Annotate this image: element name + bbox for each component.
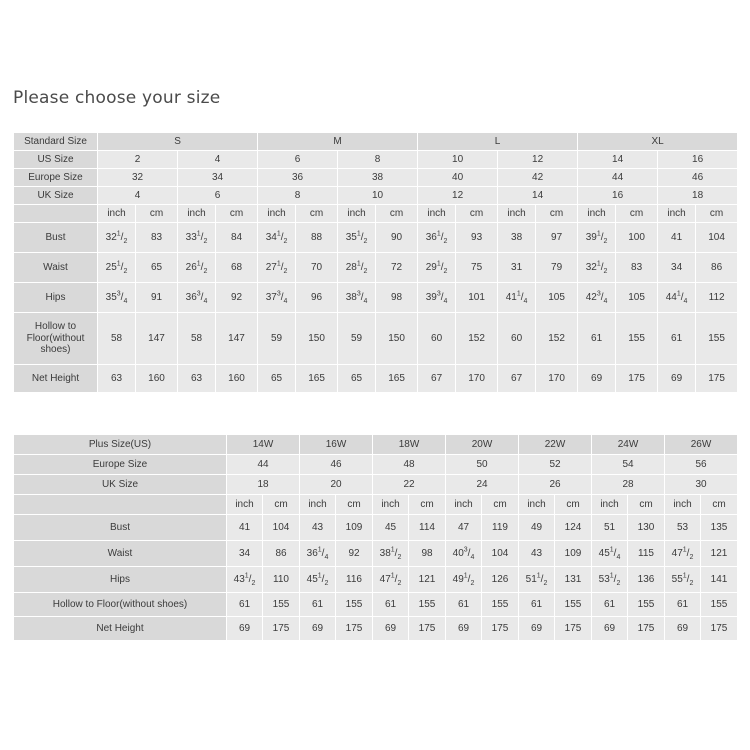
cell: 60 bbox=[498, 313, 536, 365]
cell: $49^1/_2$ bbox=[446, 567, 482, 593]
cell: 61 bbox=[578, 313, 616, 365]
group-header-20w: 20W bbox=[446, 435, 519, 455]
cell: 59 bbox=[338, 313, 376, 365]
cell: $36^1/_2$ bbox=[418, 223, 456, 253]
unit-cell: inch bbox=[227, 495, 263, 515]
cell: 56 bbox=[665, 455, 738, 475]
cell: 52 bbox=[519, 455, 592, 475]
cell: 8 bbox=[338, 151, 418, 169]
page-title: Please choose your size bbox=[13, 88, 221, 108]
unit-cell: cm bbox=[409, 495, 446, 515]
cell: 104 bbox=[696, 223, 738, 253]
cell: 170 bbox=[456, 365, 498, 393]
row-label-uk-size: UK Size bbox=[14, 187, 98, 205]
cell: 130 bbox=[628, 515, 665, 541]
cell: 46 bbox=[658, 169, 738, 187]
cell: 104 bbox=[263, 515, 300, 541]
cell: 175 bbox=[409, 617, 446, 641]
cell: $39^3/_4$ bbox=[418, 283, 456, 313]
cell: 155 bbox=[701, 593, 738, 617]
cell: $35^1/_2$ bbox=[338, 223, 376, 253]
cell: 175 bbox=[696, 365, 738, 393]
cell: 152 bbox=[536, 313, 578, 365]
table-row bbox=[14, 313, 738, 365]
row-label-europe-size: Europe Size bbox=[14, 455, 227, 475]
unit-cell: cm bbox=[616, 205, 658, 223]
row-label-bust: Bust bbox=[14, 223, 98, 253]
table-row bbox=[14, 515, 738, 541]
cell: 126 bbox=[482, 567, 519, 593]
cell: $45^1/_2$ bbox=[300, 567, 336, 593]
row-label-unit bbox=[14, 205, 98, 223]
group-header-22w: 22W bbox=[519, 435, 592, 455]
unit-cell: cm bbox=[628, 495, 665, 515]
cell: 152 bbox=[456, 313, 498, 365]
cell: 4 bbox=[98, 187, 178, 205]
table-row bbox=[14, 283, 738, 313]
cell: 96 bbox=[296, 283, 338, 313]
cell: 67 bbox=[498, 365, 536, 393]
row-label-us-size: US Size bbox=[14, 151, 98, 169]
cell: 61 bbox=[519, 593, 555, 617]
cell: 49 bbox=[519, 515, 555, 541]
cell: 90 bbox=[376, 223, 418, 253]
cell: 61 bbox=[300, 593, 336, 617]
cell: 69 bbox=[446, 617, 482, 641]
cell: 32 bbox=[98, 169, 178, 187]
unit-cell: inch bbox=[338, 205, 376, 223]
cell: 155 bbox=[555, 593, 592, 617]
cell: 72 bbox=[376, 253, 418, 283]
cell: 98 bbox=[376, 283, 418, 313]
cell: 14 bbox=[578, 151, 658, 169]
cell: 98 bbox=[409, 541, 446, 567]
group-header-18w: 18W bbox=[373, 435, 446, 455]
cell: $45^1/_4$ bbox=[592, 541, 628, 567]
cell: 61 bbox=[373, 593, 409, 617]
cell: 6 bbox=[178, 187, 258, 205]
cell: $43^1/_2$ bbox=[227, 567, 263, 593]
cell: 40 bbox=[418, 169, 498, 187]
cell: $32^1/_2$ bbox=[578, 253, 616, 283]
row-label-standard-size: Standard Size bbox=[14, 133, 98, 151]
row-label-plus-size: Plus Size(US) bbox=[14, 435, 227, 455]
cell: 75 bbox=[456, 253, 498, 283]
cell: 69 bbox=[578, 365, 616, 393]
cell: 36 bbox=[258, 169, 338, 187]
unit-cell: inch bbox=[98, 205, 136, 223]
cell: 160 bbox=[216, 365, 258, 393]
cell: $27^1/_2$ bbox=[258, 253, 296, 283]
cell: 70 bbox=[296, 253, 338, 283]
row-label-net-height: Net Height bbox=[14, 365, 98, 393]
cell: 4 bbox=[178, 151, 258, 169]
cell: 38 bbox=[498, 223, 536, 253]
table-row bbox=[14, 475, 738, 495]
cell: 12 bbox=[498, 151, 578, 169]
cell: 105 bbox=[616, 283, 658, 313]
table-row bbox=[14, 187, 738, 205]
cell: 91 bbox=[136, 283, 178, 313]
cell: 121 bbox=[409, 567, 446, 593]
table-row bbox=[14, 435, 738, 455]
cell: 48 bbox=[373, 455, 446, 475]
cell: $25^1/_2$ bbox=[98, 253, 136, 283]
cell: 59 bbox=[258, 313, 296, 365]
cell: $38^1/_2$ bbox=[373, 541, 409, 567]
table-row-units bbox=[14, 205, 738, 223]
row-label-hips: Hips bbox=[14, 283, 98, 313]
cell: 18 bbox=[227, 475, 300, 495]
unit-cell: inch bbox=[446, 495, 482, 515]
cell: 141 bbox=[701, 567, 738, 593]
table-row bbox=[14, 151, 738, 169]
cell: 41 bbox=[227, 515, 263, 541]
unit-cell: cm bbox=[456, 205, 498, 223]
cell: 92 bbox=[336, 541, 373, 567]
cell: 124 bbox=[555, 515, 592, 541]
row-label-hollow-to-floor: Hollow to Floor(without shoes) bbox=[14, 593, 227, 617]
cell: 43 bbox=[300, 515, 336, 541]
cell: $36^1/_4$ bbox=[300, 541, 336, 567]
cell: 175 bbox=[701, 617, 738, 641]
table-row bbox=[14, 455, 738, 475]
unit-cell: inch bbox=[519, 495, 555, 515]
cell: 8 bbox=[258, 187, 338, 205]
table-row bbox=[14, 541, 738, 567]
row-label-bust: Bust bbox=[14, 515, 227, 541]
row-label-waist: Waist bbox=[14, 253, 98, 283]
cell: 79 bbox=[536, 253, 578, 283]
cell: 61 bbox=[665, 593, 701, 617]
cell: $40^3/_4$ bbox=[446, 541, 482, 567]
unit-cell: inch bbox=[178, 205, 216, 223]
cell: 34 bbox=[178, 169, 258, 187]
cell: 47 bbox=[446, 515, 482, 541]
cell: 61 bbox=[658, 313, 696, 365]
unit-cell: cm bbox=[376, 205, 418, 223]
cell: 88 bbox=[296, 223, 338, 253]
table-row-units bbox=[14, 495, 738, 515]
cell: 38 bbox=[338, 169, 418, 187]
unit-cell: inch bbox=[665, 495, 701, 515]
cell: 16 bbox=[578, 187, 658, 205]
group-header-14w: 14W bbox=[227, 435, 300, 455]
cell: 69 bbox=[227, 617, 263, 641]
unit-cell: cm bbox=[136, 205, 178, 223]
cell: $32^1/_2$ bbox=[98, 223, 136, 253]
cell: 155 bbox=[628, 593, 665, 617]
cell: 22 bbox=[373, 475, 446, 495]
cell: $26^1/_2$ bbox=[178, 253, 216, 283]
unit-cell: inch bbox=[498, 205, 536, 223]
cell: 147 bbox=[216, 313, 258, 365]
cell: 112 bbox=[696, 283, 738, 313]
group-header-24w: 24W bbox=[592, 435, 665, 455]
unit-cell: cm bbox=[216, 205, 258, 223]
plus-size-table bbox=[13, 434, 738, 641]
cell: 83 bbox=[616, 253, 658, 283]
cell: 150 bbox=[376, 313, 418, 365]
unit-cell: cm bbox=[482, 495, 519, 515]
cell: 63 bbox=[178, 365, 216, 393]
cell: $44^1/_4$ bbox=[658, 283, 696, 313]
cell: $41^1/_4$ bbox=[498, 283, 536, 313]
unit-cell: inch bbox=[300, 495, 336, 515]
cell: $42^3/_4$ bbox=[578, 283, 616, 313]
table-row bbox=[14, 169, 738, 187]
unit-cell: cm bbox=[701, 495, 738, 515]
row-label-hollow-to-floor: Hollow to Floor(without shoes) bbox=[14, 313, 98, 365]
row-label-hips: Hips bbox=[14, 567, 227, 593]
cell: 104 bbox=[482, 541, 519, 567]
cell: 100 bbox=[616, 223, 658, 253]
cell: 84 bbox=[216, 223, 258, 253]
standard-size-table bbox=[13, 132, 738, 393]
cell: 44 bbox=[227, 455, 300, 475]
cell: 175 bbox=[482, 617, 519, 641]
group-header-s: S bbox=[98, 133, 258, 151]
cell: 46 bbox=[300, 455, 373, 475]
cell: 65 bbox=[338, 365, 376, 393]
cell: $53^1/_2$ bbox=[592, 567, 628, 593]
cell: 65 bbox=[136, 253, 178, 283]
cell: 109 bbox=[336, 515, 373, 541]
cell: $39^1/_2$ bbox=[578, 223, 616, 253]
cell: 155 bbox=[482, 593, 519, 617]
cell: 26 bbox=[519, 475, 592, 495]
cell: 20 bbox=[300, 475, 373, 495]
cell: 97 bbox=[536, 223, 578, 253]
cell: 86 bbox=[263, 541, 300, 567]
cell: 105 bbox=[536, 283, 578, 313]
cell: 175 bbox=[555, 617, 592, 641]
table-row bbox=[14, 617, 738, 641]
cell: 155 bbox=[336, 593, 373, 617]
cell: 175 bbox=[616, 365, 658, 393]
cell: 155 bbox=[409, 593, 446, 617]
group-header-l: L bbox=[418, 133, 578, 151]
unit-cell: inch bbox=[373, 495, 409, 515]
cell: 165 bbox=[296, 365, 338, 393]
row-label-europe-size: Europe Size bbox=[14, 169, 98, 187]
cell: 61 bbox=[227, 593, 263, 617]
cell: 10 bbox=[418, 151, 498, 169]
cell: 68 bbox=[216, 253, 258, 283]
cell: 92 bbox=[216, 283, 258, 313]
cell: 170 bbox=[536, 365, 578, 393]
cell: 31 bbox=[498, 253, 536, 283]
cell: 34 bbox=[658, 253, 696, 283]
cell: 65 bbox=[258, 365, 296, 393]
cell: 136 bbox=[628, 567, 665, 593]
cell: 69 bbox=[519, 617, 555, 641]
group-header-16w: 16W bbox=[300, 435, 373, 455]
unit-cell: inch bbox=[418, 205, 456, 223]
cell: 24 bbox=[446, 475, 519, 495]
cell: 147 bbox=[136, 313, 178, 365]
unit-cell: inch bbox=[592, 495, 628, 515]
cell: 18 bbox=[658, 187, 738, 205]
cell: 50 bbox=[446, 455, 519, 475]
cell: 69 bbox=[300, 617, 336, 641]
cell: 175 bbox=[263, 617, 300, 641]
cell: 10 bbox=[338, 187, 418, 205]
unit-cell: inch bbox=[258, 205, 296, 223]
cell: 115 bbox=[628, 541, 665, 567]
cell: 109 bbox=[555, 541, 592, 567]
cell: 67 bbox=[418, 365, 456, 393]
cell: $29^1/_2$ bbox=[418, 253, 456, 283]
cell: 6 bbox=[258, 151, 338, 169]
unit-cell: cm bbox=[696, 205, 738, 223]
cell: 51 bbox=[592, 515, 628, 541]
cell: 12 bbox=[418, 187, 498, 205]
cell: 58 bbox=[178, 313, 216, 365]
cell: 43 bbox=[519, 541, 555, 567]
cell: 114 bbox=[409, 515, 446, 541]
table-row bbox=[14, 133, 738, 151]
cell: 61 bbox=[592, 593, 628, 617]
unit-cell: cm bbox=[263, 495, 300, 515]
cell: $28^1/_2$ bbox=[338, 253, 376, 283]
cell: $47^1/_2$ bbox=[373, 567, 409, 593]
cell: 45 bbox=[373, 515, 409, 541]
cell: $34^1/_2$ bbox=[258, 223, 296, 253]
cell: 116 bbox=[336, 567, 373, 593]
cell: 69 bbox=[665, 617, 701, 641]
row-label-waist: Waist bbox=[14, 541, 227, 567]
table-row bbox=[14, 223, 738, 253]
cell: 175 bbox=[628, 617, 665, 641]
cell: 119 bbox=[482, 515, 519, 541]
row-label-unit bbox=[14, 495, 227, 515]
cell: $36^3/_4$ bbox=[178, 283, 216, 313]
cell: 2 bbox=[98, 151, 178, 169]
cell: 150 bbox=[296, 313, 338, 365]
cell: 44 bbox=[578, 169, 658, 187]
cell: 155 bbox=[696, 313, 738, 365]
cell: 93 bbox=[456, 223, 498, 253]
table-row bbox=[14, 253, 738, 283]
cell: 69 bbox=[658, 365, 696, 393]
cell: 155 bbox=[616, 313, 658, 365]
table-row bbox=[14, 567, 738, 593]
cell: 61 bbox=[446, 593, 482, 617]
cell: 135 bbox=[701, 515, 738, 541]
cell: 69 bbox=[592, 617, 628, 641]
cell: 175 bbox=[336, 617, 373, 641]
cell: $51^1/_2$ bbox=[519, 567, 555, 593]
row-label-net-height: Net Height bbox=[14, 617, 227, 641]
cell: 165 bbox=[376, 365, 418, 393]
table-row bbox=[14, 593, 738, 617]
cell: 131 bbox=[555, 567, 592, 593]
cell: 34 bbox=[227, 541, 263, 567]
cell: 30 bbox=[665, 475, 738, 495]
cell: 155 bbox=[263, 593, 300, 617]
cell: 14 bbox=[498, 187, 578, 205]
group-header-m: M bbox=[258, 133, 418, 151]
row-label-uk-size: UK Size bbox=[14, 475, 227, 495]
cell: $33^1/_2$ bbox=[178, 223, 216, 253]
cell: 121 bbox=[701, 541, 738, 567]
cell: 83 bbox=[136, 223, 178, 253]
group-header-xl: XL bbox=[578, 133, 738, 151]
cell: 60 bbox=[418, 313, 456, 365]
cell: 86 bbox=[696, 253, 738, 283]
group-header-26w: 26W bbox=[665, 435, 738, 455]
table-row bbox=[14, 365, 738, 393]
cell: 41 bbox=[658, 223, 696, 253]
cell: $35^3/_4$ bbox=[98, 283, 136, 313]
unit-cell: cm bbox=[555, 495, 592, 515]
cell: $37^3/_4$ bbox=[258, 283, 296, 313]
cell: 54 bbox=[592, 455, 665, 475]
cell: 16 bbox=[658, 151, 738, 169]
unit-cell: cm bbox=[336, 495, 373, 515]
unit-cell: cm bbox=[296, 205, 338, 223]
unit-cell: inch bbox=[578, 205, 616, 223]
cell: 69 bbox=[373, 617, 409, 641]
cell: 42 bbox=[498, 169, 578, 187]
cell: 160 bbox=[136, 365, 178, 393]
cell: 53 bbox=[665, 515, 701, 541]
cell: 58 bbox=[98, 313, 136, 365]
cell: $55^1/_2$ bbox=[665, 567, 701, 593]
cell: 28 bbox=[592, 475, 665, 495]
cell: $47^1/_2$ bbox=[665, 541, 701, 567]
unit-cell: inch bbox=[658, 205, 696, 223]
unit-cell: cm bbox=[536, 205, 578, 223]
cell: 101 bbox=[456, 283, 498, 313]
cell: 63 bbox=[98, 365, 136, 393]
cell: 110 bbox=[263, 567, 300, 593]
cell: $38^3/_4$ bbox=[338, 283, 376, 313]
